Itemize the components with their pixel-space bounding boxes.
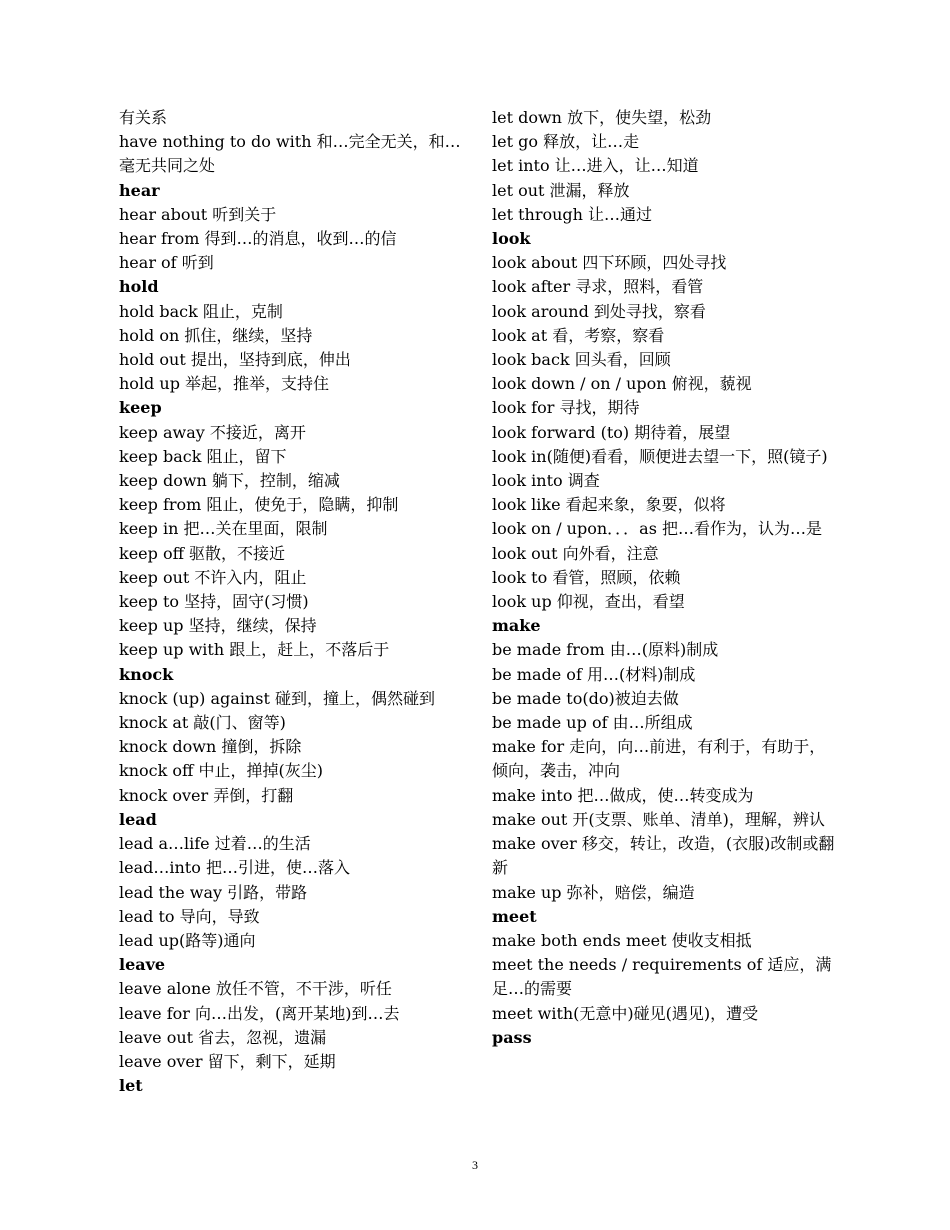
phrase-entry: be made to(do)被迫去做 xyxy=(492,688,679,708)
phrase-entry: let out 泄漏，释放 xyxy=(492,180,630,200)
section-heading: hear xyxy=(119,180,160,200)
section-heading: make xyxy=(492,616,541,636)
phrase-entry: meet the needs / requirements of 适应，满足…的需要 xyxy=(492,955,832,999)
phrase-entry: hear about 听到关于 xyxy=(119,204,277,224)
phrase-entry: hear from 得到…的消息，收到…的信 xyxy=(119,229,397,249)
phrase-entry: lead the way 引路，带路 xyxy=(119,882,308,902)
phrase-entry: make for 走向，向…前进，有利于，有助于，倾向，袭击，冲向 xyxy=(492,737,826,781)
phrase-entry: look at 看，考察，察看 xyxy=(492,325,665,345)
section-heading: pass xyxy=(492,1027,532,1047)
phrase-entry: look into 调查 xyxy=(492,471,600,491)
section-heading: hold xyxy=(119,277,159,297)
section-heading: knock xyxy=(119,664,174,684)
phrase-entry: look on / upon．．．as 把…看作为，认为…是 xyxy=(492,519,822,539)
phrase-entry: hold on 抓住，继续，坚持 xyxy=(119,325,313,345)
phrase-entry: make over 移交，转让，改造，(衣服)改制或翻新 xyxy=(492,834,835,878)
page-number: 3 xyxy=(472,1158,478,1172)
phrase-entry: look forward (to) 期待着，展望 xyxy=(492,422,731,442)
phrase-entry: knock (up) against 碰到，撞上，偶然碰到 xyxy=(119,688,435,708)
phrase-entry: hold up 举起，推举，支持住 xyxy=(119,374,330,394)
phrase-entry: keep up with 跟上，赶上，不落后于 xyxy=(119,640,390,660)
phrase-entry: be made from 由…(原料)制成 xyxy=(492,640,719,660)
phrase-entry: 毫无共同之处 xyxy=(119,156,216,176)
phrase-entry: keep out 不许入内，阻止 xyxy=(119,567,307,587)
section-heading: let xyxy=(119,1076,143,1096)
phrase-entry: look down / on / upon 俯视，藐视 xyxy=(492,374,752,394)
left-column xyxy=(119,106,464,1098)
phrase-entry: leave over 留下，剩下，延期 xyxy=(119,1051,336,1071)
phrase-entry: lead to 导向，导致 xyxy=(119,906,260,926)
phrase-entry: 有关系 xyxy=(119,108,168,127)
phrase-entry: have nothing to do with 和…完全无关，和… xyxy=(119,132,461,152)
section-heading: look xyxy=(492,229,531,249)
phrase-entry: keep off 驱散，不接近 xyxy=(119,543,286,563)
phrase-entry: lead a…life 过着…的生活 xyxy=(119,834,311,854)
phrase-entry: knock at 敲(门、窗等) xyxy=(119,713,286,733)
phrase-entry: keep down 躺下，控制，缩减 xyxy=(119,471,340,491)
phrase-entry: look around 到处寻找，察看 xyxy=(492,301,706,321)
phrase-entry: keep up 坚持，继续，保持 xyxy=(119,616,317,636)
phrase-entry: make up 弥补，赔偿，编造 xyxy=(492,882,695,902)
phrase-entry: knock over 弄倒，打翻 xyxy=(119,785,294,805)
section-heading: leave xyxy=(119,955,166,975)
phrase-entry: leave for 向…出发，(离开某地)到…去 xyxy=(119,1003,400,1023)
section-heading: lead xyxy=(119,809,157,829)
phrase-entry: let into 让…进入，让…知道 xyxy=(492,156,699,176)
phrase-entry: look after 寻求，照料，看管 xyxy=(492,277,704,297)
phrase-entry: leave alone 放任不管，不干涉，听任 xyxy=(119,979,392,999)
phrase-entry: look out 向外看，注意 xyxy=(492,543,659,563)
phrase-entry: lead…into 把…引进，使…落入 xyxy=(119,858,350,878)
phrase-entry: knock down 撞倒，拆除 xyxy=(119,737,302,757)
phrase-entry: let go 释放，让…走 xyxy=(492,132,640,152)
phrase-entry: look back 回头看，回顾 xyxy=(492,350,671,370)
phrase-entry: let through 让…通过 xyxy=(492,204,653,224)
phrase-entry: look about 四下环顾，四处寻找 xyxy=(492,253,727,273)
phrase-entry: keep from 阻止，使免于，隐瞒，抑制 xyxy=(119,495,399,515)
phrase-entry: keep in 把…关在里面，限制 xyxy=(119,519,328,539)
phrase-entry: lead up(路等)通向 xyxy=(119,930,256,950)
phrase-entry: make both ends meet 使收支相抵 xyxy=(492,930,752,950)
phrase-entry: let down 放下，使失望，松劲 xyxy=(492,108,712,127)
phrase-entry: keep away 不接近，离开 xyxy=(119,422,306,442)
phrase-entry: make into 把…做成，使…转变成为 xyxy=(492,785,754,805)
phrase-entry: look for 寻找，期待 xyxy=(492,398,640,418)
phrase-entry: hold out 提出，坚持到底，伸出 xyxy=(119,350,351,370)
phrase-entry: look in(随便)看看，顺便进去望一下，照(镜子) xyxy=(492,446,828,466)
section-heading: keep xyxy=(119,398,162,418)
phrase-entry: look up 仰视，查出，看望 xyxy=(492,592,685,612)
section-heading: meet xyxy=(492,906,537,926)
phrase-entry: leave out 省去，忽视，遗漏 xyxy=(119,1027,327,1047)
phrase-entry: knock off 中止，掸掉(灰尘) xyxy=(119,761,323,781)
phrase-entry: hold back 阻止，克制 xyxy=(119,301,283,321)
phrase-entry: keep to 坚持，固守(习惯) xyxy=(119,592,309,612)
phrase-entry: keep back 阻止，留下 xyxy=(119,446,287,466)
phrase-entry: make out 开(支票、账单、清单)，理解，辨认 xyxy=(492,809,825,829)
phrase-entry: be made of 用…(材料)制成 xyxy=(492,664,696,684)
right-column xyxy=(492,106,837,1050)
phrase-entry: be made up of 由…所组成 xyxy=(492,713,693,733)
phrase-entry: look like 看起来象，象要，似将 xyxy=(492,495,726,515)
phrase-entry: look to 看管，照顾，依赖 xyxy=(492,567,681,587)
phrase-entry: meet with(无意中)碰见(遇见)，遭受 xyxy=(492,1003,759,1023)
phrase-entry: hear of 听到 xyxy=(119,253,214,273)
